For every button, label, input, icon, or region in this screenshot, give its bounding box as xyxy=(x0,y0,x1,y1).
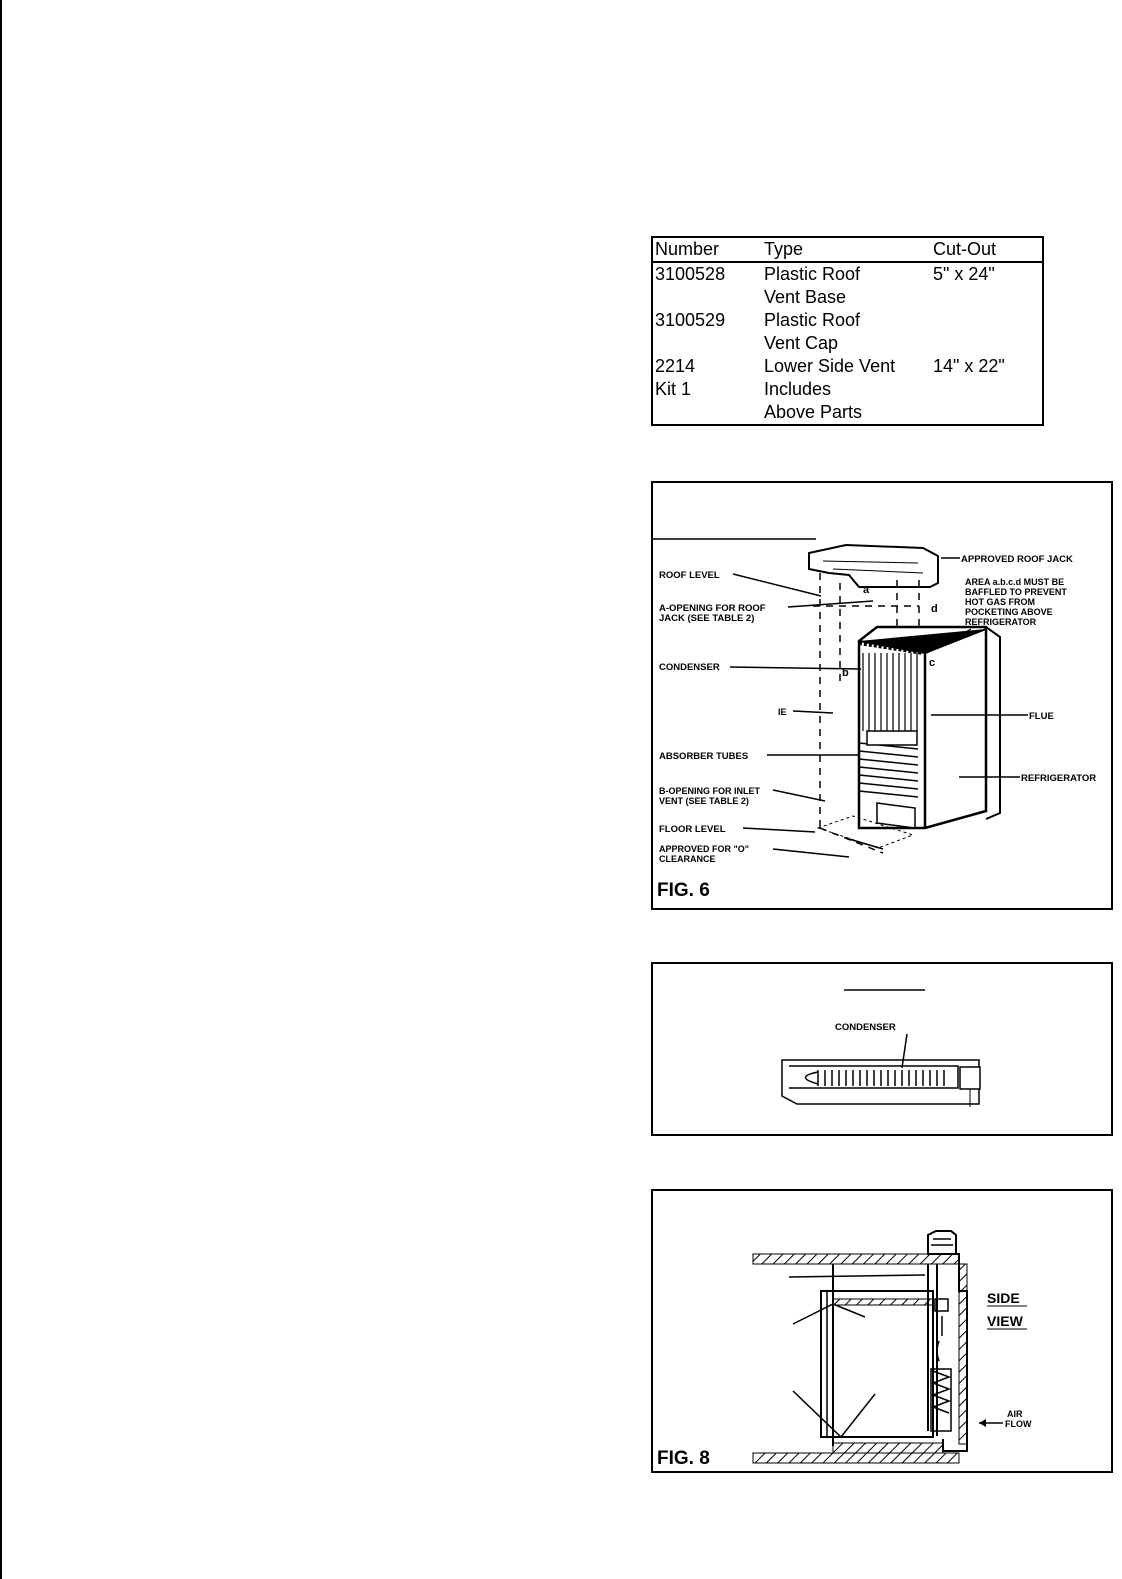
area-note-line-3: HOT GAS FROM xyxy=(965,597,1035,607)
header-number: Number xyxy=(652,237,762,262)
header-type: Type xyxy=(762,237,931,262)
cell-type: Plastic Roof xyxy=(764,264,861,284)
cell-number: 3100529 xyxy=(655,310,726,330)
cell-type: Vent Cap xyxy=(764,333,839,353)
figure-6 xyxy=(651,481,1113,910)
figure-8-label: FIG. 8 xyxy=(657,1448,710,1469)
figure-7-diagram xyxy=(653,964,1111,1134)
label-opening-a-2: JACK (SEE TABLE 2) xyxy=(659,613,755,624)
letter-d: d xyxy=(931,603,938,615)
letter-b: b xyxy=(842,667,849,679)
table-row xyxy=(652,286,1043,309)
cell-type: Lower Side Vent xyxy=(764,356,896,376)
area-note-line-4: POCKETING ABOVE xyxy=(965,607,1053,617)
cell-number: 2214 xyxy=(655,356,696,376)
label-condenser-fig7: CONDENSER xyxy=(835,1022,896,1033)
label-roof-level: ROOF LEVEL xyxy=(659,570,720,581)
label-absorber-tubes: ABSORBER TUBES xyxy=(659,751,749,762)
table-header-row xyxy=(652,237,1043,262)
label-air: AIR xyxy=(1007,1409,1023,1419)
cell-number xyxy=(652,332,762,355)
figure-8-diagram xyxy=(653,1191,1111,1471)
cell-number: Kit 1 xyxy=(655,379,692,399)
cell-cutout: 5" x 24" xyxy=(933,264,995,284)
table-row xyxy=(652,332,1043,355)
cell-type: Plastic Roof xyxy=(764,310,861,330)
label-opening-b-1: B-OPENING FOR INLET xyxy=(659,786,760,796)
cell-number: 3100528 xyxy=(655,264,726,284)
label-floor-level: FLOOR LEVEL xyxy=(659,824,726,835)
table-row xyxy=(652,262,1043,286)
cell-cutout xyxy=(931,401,1043,425)
label-condenser: CONDENSER xyxy=(659,662,720,673)
label-clearance-2: CLEARANCE xyxy=(659,854,716,864)
letter-a: a xyxy=(863,584,870,596)
table-row xyxy=(652,378,1043,401)
label-approved-roof-jack: APPROVED ROOF JACK xyxy=(961,554,1073,565)
table-row xyxy=(652,309,1043,332)
cell-cutout xyxy=(931,378,1043,401)
figure-6-label: FIG. 6 xyxy=(657,880,710,901)
area-note-line-1: AREA a.b.c.d MUST BE xyxy=(965,577,1065,587)
label-side: SIDE xyxy=(987,1290,1020,1306)
area-note-line-2: BAFFLED TO PREVENT xyxy=(965,587,1067,597)
label-flow: FLOW xyxy=(1005,1419,1032,1429)
letter-c: c xyxy=(929,657,936,669)
table-row xyxy=(652,355,1043,378)
page-left-border xyxy=(0,0,2,1579)
cell-cutout xyxy=(931,286,1043,309)
header-cutout: Cut-Out xyxy=(931,237,1043,262)
label-refrigerator: REFRIGERATOR xyxy=(1021,773,1097,784)
table-row xyxy=(652,401,1043,425)
label-view: VIEW xyxy=(987,1313,1023,1329)
cell-type: Vent Base xyxy=(764,287,847,307)
label-ie: IE xyxy=(778,707,787,717)
cell-cutout xyxy=(931,309,1043,332)
label-flue: FLUE xyxy=(1029,711,1054,722)
cell-cutout xyxy=(931,332,1043,355)
label-opening-b-2: VENT (SEE TABLE 2) xyxy=(659,796,749,806)
cell-type: Above Parts xyxy=(764,402,863,422)
label-clearance-1: APPROVED FOR "O" xyxy=(659,844,750,854)
cell-number xyxy=(652,286,762,309)
figure-7 xyxy=(651,962,1113,1136)
cell-cutout: 14" x 22" xyxy=(933,356,1005,376)
cell-number xyxy=(652,401,762,425)
figure-6-diagram xyxy=(653,483,1111,908)
parts-table xyxy=(651,236,1044,426)
figure-8 xyxy=(651,1189,1113,1473)
cell-type: Includes xyxy=(764,379,832,399)
label-opening-a-1: A-OPENING FOR ROOF xyxy=(659,603,766,614)
area-note-line-5: REFRIGERATOR xyxy=(965,617,1037,627)
